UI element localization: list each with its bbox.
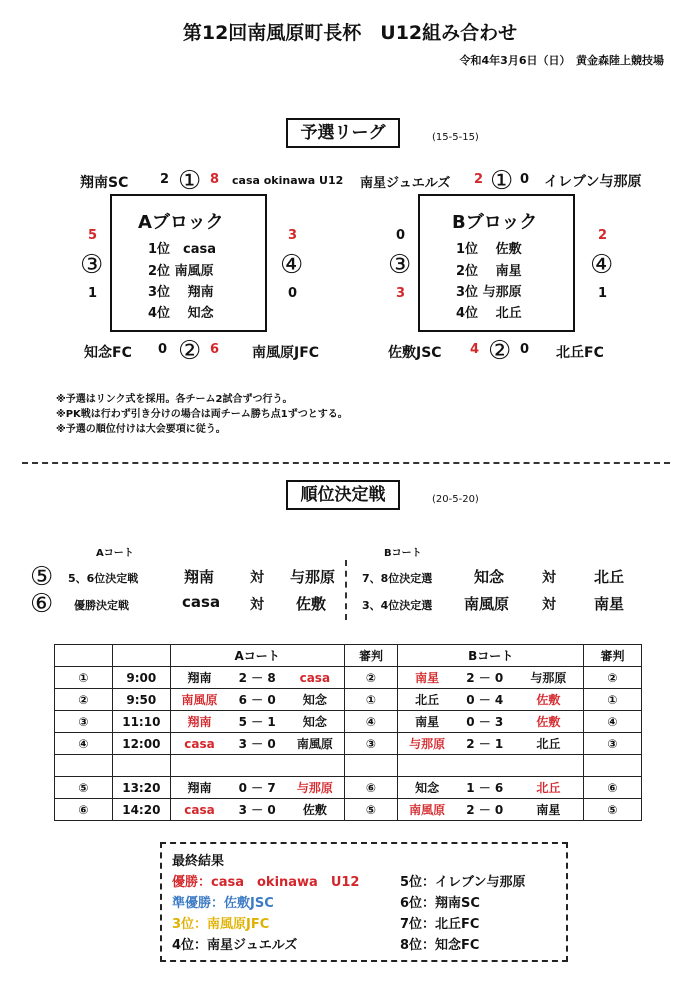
b-right-circle: ④ — [590, 250, 614, 280]
b-block-rank-3: 3位 与那原 — [456, 285, 522, 300]
result-seventh: 7位：北丘FC — [400, 917, 480, 932]
b-top-left-team: 南星ジュエルズ — [360, 176, 451, 191]
a-right-score-bottom: 0 — [288, 286, 298, 301]
b-ref: ⑥ — [584, 777, 642, 799]
header-time — [112, 645, 170, 667]
a-match-2-circle: ⑥ — [30, 589, 54, 619]
b-score: 2 － 1 — [456, 733, 514, 755]
final-round-title: 順位決定戦 — [286, 480, 400, 510]
schedule-header-row — [55, 645, 642, 667]
b-away: 北丘 — [514, 733, 584, 755]
a-right-score-top: 3 — [288, 228, 298, 243]
a-match-1-name: 5、6位決定戦 — [68, 572, 139, 585]
b-left-score-top: 0 — [396, 228, 406, 243]
a-away: 与那原 — [286, 777, 344, 799]
b-score: 2 － 0 — [456, 667, 514, 689]
b-ref: ② — [584, 667, 642, 689]
a-ref: ① — [344, 689, 398, 711]
match-time: 11:10 — [112, 711, 170, 733]
a-match-1-vs: 対 — [250, 570, 264, 586]
a-ref: ② — [344, 667, 398, 689]
b-match-2-away: 南星 — [594, 595, 625, 613]
a-match-2-name: 優勝決定戦 — [74, 599, 129, 612]
result-fifth: 5位：イレブン与那原 — [400, 875, 526, 890]
b-block-rank-1: 1位 佐敷 — [456, 242, 522, 257]
a-home: 翔南 — [170, 711, 228, 733]
a-court-label: Aコート — [96, 548, 134, 559]
a-match-1-circle: ⑤ — [30, 562, 54, 592]
match-no: ⑥ — [55, 799, 113, 821]
final-results-title: 最終結果 — [172, 854, 225, 869]
a-left-circle: ③ — [80, 250, 104, 280]
b-home: 南星 — [398, 667, 456, 689]
b-match-1-home: 知念 — [474, 568, 505, 586]
a-score: 5 － 1 — [228, 711, 286, 733]
b-ref: ③ — [584, 733, 642, 755]
b-left-circle: ③ — [388, 250, 412, 280]
table-gap-row — [55, 755, 642, 777]
header-a-court: Aコート — [170, 645, 344, 667]
a-block-rank-4: 4位 知念 — [148, 306, 214, 321]
a-ref: ③ — [344, 733, 398, 755]
a-match-1-away: 与那原 — [290, 568, 336, 586]
b-ref: ① — [584, 689, 642, 711]
a-away: 知念 — [286, 689, 344, 711]
a-block-name: Aブロック — [138, 212, 224, 233]
result-runner-up: 準優勝：佐敷JSC — [172, 896, 274, 911]
a-away: 佐敷 — [286, 799, 344, 821]
table-row — [55, 799, 642, 821]
a-match-2-home: casa — [182, 593, 221, 611]
a-score: 3 － 0 — [228, 799, 286, 821]
prelim-note-3: ※予選の順位付けは大会要項に従う。 — [56, 424, 226, 435]
court-separator — [345, 560, 347, 620]
b-away: 佐敷 — [514, 711, 584, 733]
a-home: 南風原 — [170, 689, 228, 711]
header-a-referee: 審判 — [344, 645, 398, 667]
a-away: 南風原 — [286, 733, 344, 755]
result-eighth: 8位：知念FC — [400, 938, 480, 953]
page-title: 第12回南風原町長杯 U12組み合わせ — [182, 22, 518, 44]
match-time: 13:20 — [112, 777, 170, 799]
b-away: 北丘 — [514, 777, 584, 799]
a-top-right-team: casa okinawa U12 — [232, 174, 344, 187]
a-bottom-right-team: 南風原JFC — [252, 345, 320, 361]
header-no — [55, 645, 113, 667]
b-top-left-score: 2 — [474, 172, 484, 187]
b-home: 与那原 — [398, 733, 456, 755]
a-top-left-team: 翔南SC — [80, 175, 129, 191]
header-b-court: Bコート — [398, 645, 584, 667]
a-ref: ⑤ — [344, 799, 398, 821]
b-right-score-top: 2 — [598, 228, 608, 243]
b-match-2-name: 3、4位決定選 — [362, 599, 433, 612]
a-ref: ④ — [344, 711, 398, 733]
a-match-1-home: 翔南 — [184, 568, 215, 586]
a-score: 2 － 8 — [228, 667, 286, 689]
a-left-score-top: 5 — [88, 228, 98, 243]
a-block-rank-2: 2位 南風原 — [148, 264, 214, 279]
a-bottom-circle: ② — [178, 336, 202, 366]
table-row — [55, 689, 642, 711]
table-row — [55, 733, 642, 755]
a-top-right-score: 8 — [210, 172, 220, 187]
final-round-format: (20-5-20) — [432, 494, 479, 505]
a-block-rank-3: 3位 翔南 — [148, 285, 214, 300]
b-match-2-home: 南風原 — [464, 595, 510, 613]
result-fourth: 4位：南星ジュエルズ — [172, 938, 298, 953]
header-b-referee: 審判 — [584, 645, 642, 667]
section-divider — [22, 462, 670, 464]
b-match-1-name: 7、8位決定選 — [362, 572, 433, 585]
a-top-left-score: 2 — [160, 172, 170, 187]
a-bottom-left-score: 0 — [158, 342, 168, 357]
result-sixth: 6位：翔南SC — [400, 896, 480, 911]
b-home: 南風原 — [398, 799, 456, 821]
result-third: 3位：南風原JFC — [172, 917, 270, 932]
b-top-right-team: イレブン与那原 — [544, 174, 642, 190]
match-no: ④ — [55, 733, 113, 755]
b-bottom-right-team: 北丘FC — [556, 345, 604, 361]
match-time: 12:00 — [112, 733, 170, 755]
a-home: casa — [170, 733, 228, 755]
a-top-circle: ① — [178, 166, 202, 196]
match-no: ⑤ — [55, 777, 113, 799]
match-time: 9:50 — [112, 689, 170, 711]
b-court-label: Bコート — [384, 548, 422, 559]
a-home: casa — [170, 799, 228, 821]
b-top-right-score: 0 — [520, 172, 530, 187]
b-home: 南星 — [398, 711, 456, 733]
b-block-name: Bブロック — [452, 212, 538, 233]
match-no: ① — [55, 667, 113, 689]
match-time: 9:00 — [112, 667, 170, 689]
a-home: 翔南 — [170, 777, 228, 799]
a-match-2-vs: 対 — [250, 597, 264, 613]
b-left-score-bottom: 3 — [396, 286, 406, 301]
b-ref: ④ — [584, 711, 642, 733]
b-away: 与那原 — [514, 667, 584, 689]
b-ref: ⑤ — [584, 799, 642, 821]
b-score: 0 － 3 — [456, 711, 514, 733]
prelim-note-2: ※PK戦は行わず引き分けの場合は両チーム勝ち点1ずつとする。 — [56, 409, 348, 420]
b-match-1-away: 北丘 — [594, 568, 625, 586]
a-bottom-left-team: 知念FC — [84, 345, 132, 361]
b-home: 北丘 — [398, 689, 456, 711]
b-block-rank-2: 2位 南星 — [456, 264, 522, 279]
a-score: 0 － 7 — [228, 777, 286, 799]
prelim-format: (15-5-15) — [432, 132, 479, 143]
a-block-rank-1: 1位 casa — [148, 242, 217, 257]
b-top-circle: ① — [490, 166, 514, 196]
table-row — [55, 711, 642, 733]
a-home: 翔南 — [170, 667, 228, 689]
prelim-title: 予選リーグ — [286, 118, 400, 148]
b-away: 佐敷 — [514, 689, 584, 711]
match-no: ③ — [55, 711, 113, 733]
a-ref: ⑥ — [344, 777, 398, 799]
a-left-score-bottom: 1 — [88, 286, 98, 301]
prelim-note-1: ※予選はリンク式を採用。各チーム2試合ずつ行う。 — [56, 394, 293, 405]
b-match-1-vs: 対 — [542, 570, 556, 586]
b-score: 0 － 4 — [456, 689, 514, 711]
b-block-rank-4: 4位 北丘 — [456, 306, 522, 321]
match-time: 14:20 — [112, 799, 170, 821]
b-right-score-bottom: 1 — [598, 286, 608, 301]
b-away: 南星 — [514, 799, 584, 821]
a-score: 6 － 0 — [228, 689, 286, 711]
b-match-2-vs: 対 — [542, 597, 556, 613]
table-row — [55, 667, 642, 689]
b-score: 1 － 6 — [456, 777, 514, 799]
b-bottom-circle: ② — [488, 336, 512, 366]
a-score: 3 － 0 — [228, 733, 286, 755]
b-bottom-left-score: 4 — [470, 342, 480, 357]
final-results-box — [160, 842, 568, 962]
b-score: 2 － 0 — [456, 799, 514, 821]
event-date-venue: 令和4年3月6日（日） 黄金森陸上競技場 — [459, 54, 664, 67]
a-away: 知念 — [286, 711, 344, 733]
b-bottom-left-team: 佐敷JSC — [388, 345, 442, 361]
result-champion: 優勝：casa okinawa U12 — [172, 875, 360, 890]
match-no: ② — [55, 689, 113, 711]
b-home: 知念 — [398, 777, 456, 799]
a-match-2-away: 佐敷 — [296, 595, 327, 613]
a-right-circle: ④ — [280, 250, 304, 280]
schedule-table — [54, 644, 642, 821]
table-row — [55, 777, 642, 799]
b-bottom-right-score: 0 — [520, 342, 530, 357]
a-bottom-right-score: 6 — [210, 342, 220, 357]
a-away: casa — [286, 667, 344, 689]
